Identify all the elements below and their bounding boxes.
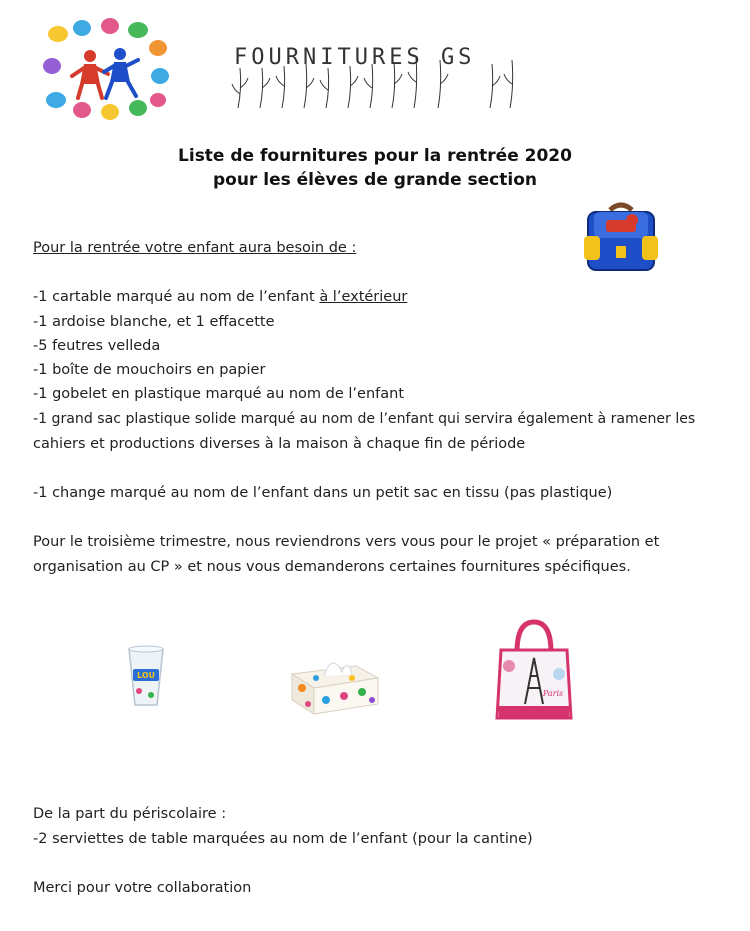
hand-prints-logo-icon <box>40 14 170 122</box>
list-item: -5 feutres velleda <box>33 338 161 354</box>
trimestre-text-line-2: organisation au CP » et nous vous demanderons certaines fournitures spécifiques. <box>33 559 631 575</box>
list-item: -1 change marqué au nom de l’enfant dans un petit sac en tissu (pas plastique) <box>33 485 613 501</box>
list-item-continuation: cahiers et productions diverses à la maison à chaque fin de période <box>33 436 526 452</box>
list-item <box>33 289 407 305</box>
shopping-bag-icon <box>495 618 573 724</box>
list-item: -1 ardoise blanche, et 1 effacette <box>33 314 275 330</box>
page-title-line-2: pour les élèves de grande section <box>212 170 537 190</box>
page-title-line-1: Liste de fournitures pour la rentrée 2020 <box>178 146 572 166</box>
plastic-cup-icon <box>125 645 167 709</box>
closing-text: Merci pour votre collaboration <box>33 880 252 896</box>
periscolaire-title: De la part du périscolaire : <box>33 806 227 822</box>
list-item: -1 grand sac plastique solide marqué au nom de l’enfant qui servira également à ramener les <box>33 411 696 427</box>
flower-banner-icon <box>228 38 528 110</box>
list-item-emphasis: à l’extérieur <box>319 289 408 305</box>
list-item: -1 boîte de mouchoirs en papier <box>33 362 266 378</box>
periscolaire-item: -2 serviettes de table marquées au nom de l’enfant (pour la cantine) <box>33 831 533 847</box>
banner-text: FOURNITURES GS <box>234 45 476 70</box>
list-item: -1 gobelet en plastique marqué au nom de l’enfant <box>33 386 405 402</box>
tissue-box-icon <box>286 648 382 718</box>
cup-label: LOU <box>136 671 156 680</box>
trimestre-text-line-1: Pour le troisième trimestre, nous reviendrons vers vous pour le projet « préparation et <box>33 534 660 550</box>
schoolbag-icon <box>582 200 660 276</box>
bag-label: Paris <box>542 689 564 698</box>
list-item-text: -1 cartable marqué au nom de l’enfant <box>33 289 320 305</box>
intro-text: Pour la rentrée votre enfant aura besoin de : <box>33 240 357 256</box>
